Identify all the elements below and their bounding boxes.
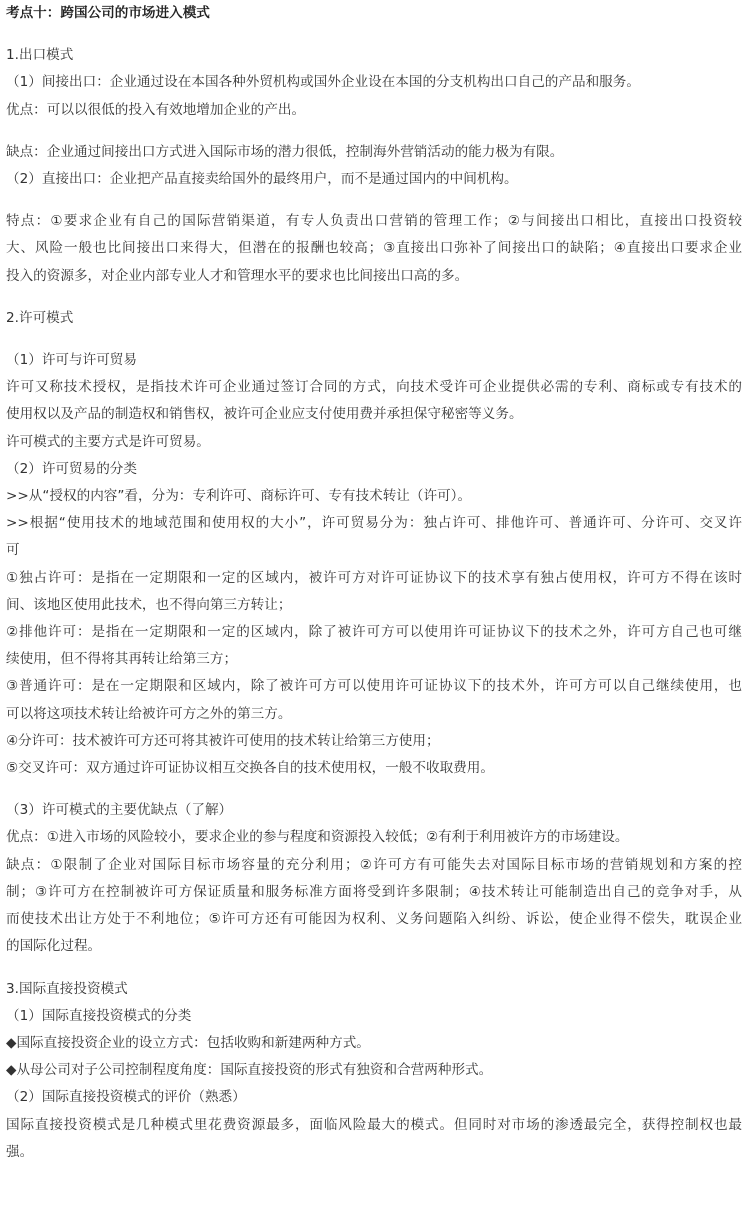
paragraph-line: 强。 <box>6 1143 34 1160</box>
section-licensing-mode <box>6 305 742 961</box>
paragraph: ⑤交叉许可：双方通过许可证协议相互交换各自的技术使用权，一般不收取费用。 <box>6 760 494 777</box>
spacer <box>6 124 742 139</box>
paragraph: ④分许可：技术被许可方还可将其被许可使用的技术转让给第三方使用； <box>6 732 440 749</box>
paragraph-line: 间、该地区使用此技术，也不得向第三方转让； <box>6 596 292 613</box>
section-fdi-mode <box>6 976 742 1166</box>
paragraph: （3）许可模式的主要优缺点（了解） <box>6 802 233 819</box>
spacer <box>6 782 742 797</box>
paragraph: >>从“授权的内容”看，分为：专利许可、商标许可、专有技术转让（许可）。 <box>6 488 472 505</box>
paragraph-line: ③普通许可：是在一定期限和区域内，除了被许可方可以使用许可证协议下的技术外，许可方可以自己继续使用，也 <box>6 678 742 695</box>
paragraph-line: 国际直接投资模式是几种模式里花费资源最多，面临风险最大的模式。但同时对市场的渗透最完全，获得控制权也最 <box>6 1116 742 1133</box>
bullet-item: ◆国际直接投资企业的设立方式：包括收购和新建两种方式。 <box>6 1034 370 1051</box>
paragraph-line: 使用权以及产品的制造权和销售权，被许可企业应支付使用费并承担保守秘密等义务。 <box>6 406 523 423</box>
paragraph: 缺点：企业通过间接出口方式进入国际市场的潜力很低，控制海外营销活动的能力极为有限。 <box>6 143 564 160</box>
spacer <box>6 961 742 976</box>
paragraph: （1）国际直接投资模式的分类 <box>6 1007 192 1024</box>
paragraph-line: 许可又称技术授权，是指技术许可企业通过签订合同的方式，向技术受许可企业提供必需的专利、商标或专有技术的 <box>6 379 742 396</box>
paragraph: （1）许可与许可贸易 <box>6 352 137 369</box>
paragraph-line: 可 <box>6 542 20 559</box>
paragraph-line: 制；③许可方在控制被许可方保证质量和服务标准方面将受到许多限制；④技术转让可能制造出自己的竞争对手，从 <box>6 883 742 900</box>
paragraph-line: ②排他许可：是指在一定期限和一定的区域内，除了被许可方可以使用许可证协议下的技术之外，许可方自己也可继 <box>6 624 742 641</box>
paragraph: 优点：①进入市场的风险较小，要求企业的参与程度和资源投入较低；②有利于利用被许方的市场建设。 <box>6 829 629 846</box>
paragraph-line: 大、风险一般也比间接出口来得大，但潜在的报酬也较高；③直接出口弥补了间接出口的缺陷；④直接出口要求企业 <box>6 240 742 257</box>
paragraph: （2）许可贸易的分类 <box>6 460 137 477</box>
paragraph-line: >>根据“使用技术的地域范围和使用权的大小”，许可贸易分为：独占许可、排他许可、普通许可、分许可、交叉许 <box>6 515 742 532</box>
paragraph-line: 缺点：①限制了企业对国际目标市场容量的充分利用；②许可方有可能失去对国际目标市场的营销规划和方案的控 <box>6 856 742 873</box>
section-export-mode <box>6 42 742 290</box>
paragraph: （2）国际直接投资模式的评价（熟悉） <box>6 1089 246 1106</box>
paragraph-line: 特点：①要求企业有自己的国际营销渠道，有专人负责出口营销的管理工作；②与间接出口相比，直接出口投资较 <box>6 213 742 230</box>
section-heading: 1.出口模式 <box>6 47 74 64</box>
spacer <box>6 27 742 42</box>
paragraph-line: 续使用，但不得将其再转让给第三方； <box>6 651 238 668</box>
paragraph-line: 可以将这项技术转让给被许可方之外的第三方。 <box>6 705 292 722</box>
spacer <box>6 290 742 305</box>
paragraph-line: 而使技术出让方处于不利地位；⑤许可方还有可能因为权利、义务问题陷入纠纷、诉讼，使企业得不偿失，耽误企业 <box>6 911 742 928</box>
spacer <box>6 193 742 208</box>
paragraph: （2）直接出口：企业把产品直接卖给国外的最终用户，而不是通过国内的中间机构。 <box>6 171 518 188</box>
paragraph: （1）间接出口：企业通过设在本国各种外贸机构或国外企业设在本国的分支机构出口自己的产品和服务。 <box>6 74 640 91</box>
paragraph-line: ①独占许可：是指在一定期限和一定的区域内，被许可方对许可证协议下的技术享有独占使用权，许可方不得在该时 <box>6 569 742 586</box>
paragraph-line: 投入的资源多，对企业内部专业人才和管理水平的要求也比间接出口高的多。 <box>6 267 469 284</box>
paragraph: 优点：可以以很低的投入有效地增加企业的产出。 <box>6 101 306 118</box>
section-heading: 3.国际直接投资模式 <box>6 980 128 997</box>
spacer <box>6 332 742 347</box>
paragraph: 许可模式的主要方式是许可贸易。 <box>6 433 210 450</box>
page-title: 考点十：跨国公司的市场进入模式 <box>6 5 210 21</box>
paragraph-line: 的国际化过程。 <box>6 938 102 955</box>
section-heading: 2.许可模式 <box>6 309 74 326</box>
bullet-item: ◆从母公司对子公司控制程度角度：国际直接投资的形式有独资和合营两种形式。 <box>6 1062 493 1079</box>
